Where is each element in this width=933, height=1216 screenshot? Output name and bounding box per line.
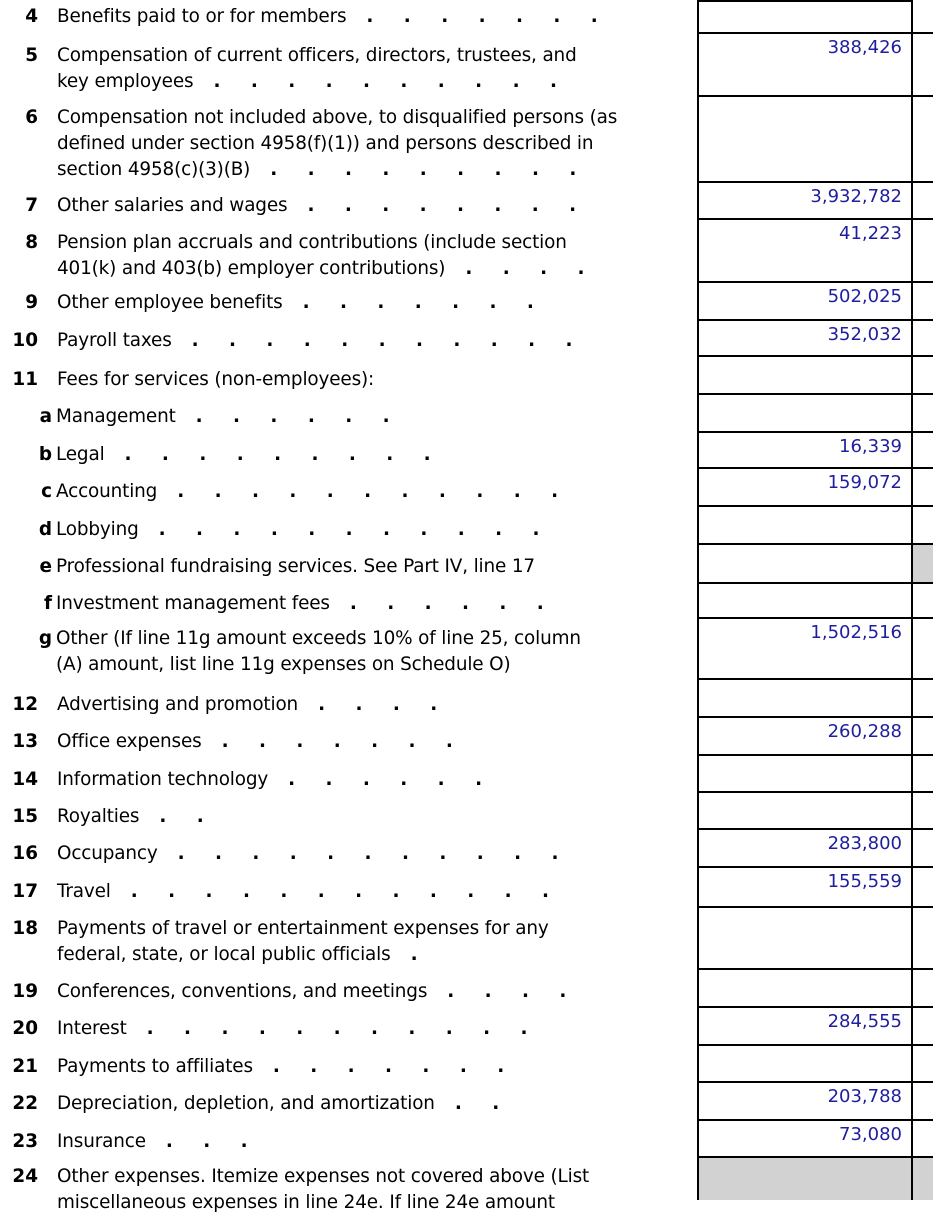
line-17-text: Travel . . . . . . . . . . . .: [57, 879, 697, 905]
line-24-text: Other expenses. Itemize expenses not covered above (List: [57, 1166, 590, 1187]
line-22-label-area: [0, 1083, 697, 1121]
line-11e-label-area: [0, 545, 697, 584]
form-row-4: [0, 0, 933, 34]
line-8-text: Pension plan accruals and contributions (include section: [57, 232, 567, 253]
line-11c-description: [52, 479, 697, 505]
line-5-number: 5: [25, 45, 38, 66]
line-11f-number: f: [43, 593, 52, 614]
line-20-next-column-cell: [911, 1008, 933, 1046]
line-24-text: miscellaneous expenses in line 24e. If line 24e amount: [57, 1192, 555, 1213]
form-row-24: [0, 1158, 933, 1213]
line-18-text: federal, state, or local public officials .: [57, 942, 697, 968]
line-4-description: [38, 4, 697, 30]
line-12-description: [38, 692, 697, 718]
dot-leader: . . . . . . . . .: [270, 159, 577, 180]
line-11e-amount-cell: [697, 545, 911, 584]
line-11d-text: Lobbying . . . . . . . . . . .: [56, 517, 697, 543]
line-11f-amount-cell: [697, 584, 911, 619]
line-11d-amount-cell: [697, 507, 911, 545]
line-6-text: defined under section 4958(f)(1)) and persons described in: [57, 133, 594, 154]
dot-leader: . . . . . . . . . . .: [158, 519, 540, 540]
line-7-next-column-cell: [911, 183, 933, 220]
line-15-label-area: [0, 793, 697, 830]
line-22-number: 22: [12, 1093, 38, 1114]
line-11e-description: [52, 554, 697, 580]
line-9-description: [38, 290, 697, 316]
dot-leader: . . . . . . . . .: [124, 444, 431, 465]
line-21-description: [38, 1054, 697, 1080]
line-22-amount-cell: 203,788: [697, 1083, 911, 1121]
line-11a-next-column-cell: [911, 395, 933, 433]
line-11e-next-column-cell: [911, 545, 933, 584]
line-6-amount-cell: [697, 97, 911, 183]
line-21-label-area: [0, 1046, 697, 1083]
dot-leader: . . . . . . . . . . .: [146, 1018, 528, 1039]
line-20-description: [38, 1016, 697, 1042]
form-row-21: [0, 1046, 933, 1083]
line-11b-label-area: [0, 433, 697, 469]
form-row-14: [0, 756, 933, 793]
line-11c-next-column-cell: [911, 469, 933, 507]
form-row-12: [0, 680, 933, 718]
form-row-17: [0, 868, 933, 908]
line-7-amount-cell: 3,932,782: [697, 183, 911, 220]
dot-leader: . . . . . . . . . . . .: [130, 881, 550, 902]
line-9-next-column-cell: [911, 283, 933, 321]
line-5-text: key employees . . . . . . . . . .: [57, 69, 697, 95]
line-17-number: 17: [12, 881, 38, 902]
line-21-text: Payments to affiliates . . . . . . .: [57, 1054, 697, 1080]
line-11b-text: Legal . . . . . . . . .: [56, 442, 697, 468]
line-20-number: 20: [12, 1018, 38, 1039]
line-11c-amount-cell: 159,072: [697, 469, 911, 507]
form-row-16: [0, 830, 933, 868]
line-14-description: [38, 767, 697, 793]
line-8-number: 8: [25, 232, 38, 253]
line-11a-label-area: [0, 395, 697, 433]
line-7-number: 7: [25, 195, 38, 216]
line-17-amount-cell: 155,559: [697, 868, 911, 908]
dot-leader: . .: [159, 806, 204, 827]
line-19-number: 19: [12, 981, 38, 1002]
line-21-amount-cell: [697, 1046, 911, 1083]
line-16-text: Occupancy . . . . . . . . . . .: [57, 841, 697, 867]
line-11f-text: Investment management fees . . . . . .: [56, 591, 697, 617]
dot-leader: . . . . . . .: [302, 292, 534, 313]
line-8-label-area: [0, 220, 697, 283]
line-21-next-column-cell: [911, 1046, 933, 1083]
form-row-22: [0, 1083, 933, 1121]
line-18-amount-cell: [697, 908, 911, 970]
line-10-description: [38, 328, 697, 354]
line-14-number: 14: [12, 769, 38, 790]
line-14-next-column-cell: [911, 756, 933, 793]
line-18-next-column-cell: [911, 908, 933, 970]
line-23-amount-cell: 73,080: [697, 1121, 911, 1158]
line-5-text: Compensation of current officers, directors, trustees, and: [57, 45, 577, 66]
dot-leader: . . .: [165, 1131, 248, 1152]
line-13-amount-cell: 260,288: [697, 718, 911, 756]
line-10-label-area: [0, 321, 697, 357]
line-6-label-area: [0, 97, 697, 183]
line-24-description: [38, 1164, 697, 1216]
line-11a-description: [52, 404, 697, 430]
line-7-description: [38, 193, 697, 219]
dot-leader: . . . .: [465, 258, 585, 279]
line-18-description: [38, 916, 697, 968]
line-11d-description: [52, 517, 697, 543]
line-11g-text: (A) amount, list line 11g expenses on Schedule O): [56, 654, 511, 675]
line-15-description: [38, 804, 697, 830]
line-11c-text: Accounting . . . . . . . . . . .: [56, 479, 697, 505]
dot-leader: . . . . . . .: [272, 1056, 505, 1077]
line-10-number: 10: [12, 330, 38, 351]
line-5-amount-cell: 388,426: [697, 34, 911, 97]
form-row-23: [0, 1121, 933, 1158]
line-19-next-column-cell: [911, 970, 933, 1008]
line-11a-amount-cell: [697, 395, 911, 433]
line-9-amount-cell: 502,025: [697, 283, 911, 321]
line-15-number: 15: [12, 806, 38, 827]
dot-leader: . . . . . .: [195, 406, 390, 427]
line-8-description: [38, 230, 697, 282]
line-4-amount-cell: [697, 0, 911, 34]
line-11g-amount-cell: 1,502,516: [697, 619, 911, 680]
line-23-text: Insurance . . .: [57, 1129, 697, 1155]
line-11b-description: [52, 442, 697, 468]
form-row-5: [0, 34, 933, 97]
form-row-9: [0, 283, 933, 321]
line-12-label-area: [0, 680, 697, 718]
line-11g-label-area: [0, 619, 697, 680]
line-10-amount-cell: 352,032: [697, 321, 911, 357]
line-20-label-area: [0, 1008, 697, 1046]
line-11b-next-column-cell: [911, 433, 933, 469]
line-13-text: Office expenses . . . . . . .: [57, 729, 697, 755]
line-12-next-column-cell: [911, 680, 933, 718]
line-24-label-area: [0, 1158, 697, 1213]
line-8-next-column-cell: [911, 220, 933, 283]
line-17-next-column-cell: [911, 868, 933, 908]
form-row-8: [0, 220, 933, 283]
dot-leader: . . . . . . . . . . .: [177, 481, 559, 502]
dot-leader: . . . . . . .: [221, 731, 453, 752]
line-18-label-area: [0, 908, 697, 970]
form-row-18: [0, 908, 933, 970]
line-5-label-area: [0, 34, 697, 97]
line-23-label-area: [0, 1121, 697, 1158]
line-14-text: Information technology . . . . . .: [57, 767, 697, 793]
line-11b-number: b: [38, 444, 52, 465]
line-11-description: [38, 367, 697, 393]
line-12-text: Advertising and promotion . . . .: [57, 692, 697, 718]
line-14-label-area: [0, 756, 697, 793]
line-16-number: 16: [12, 843, 38, 864]
line-12-number: 12: [12, 694, 38, 715]
dot-leader: . . . .: [447, 981, 567, 1002]
line-11a-number: a: [39, 406, 52, 427]
line-8-amount-cell: 41,223: [697, 220, 911, 283]
form-row-11d: [0, 507, 933, 545]
line-17-description: [38, 879, 697, 905]
form-row-19: [0, 970, 933, 1008]
line-13-number: 13: [12, 731, 38, 752]
line-11b-amount-cell: 16,339: [697, 433, 911, 469]
line-15-text: Royalties . .: [57, 804, 697, 830]
line-6-number: 6: [25, 107, 38, 128]
line-5-next-column-cell: [911, 34, 933, 97]
line-20-text: Interest . . . . . . . . . . .: [57, 1016, 697, 1042]
line-18-number: 18: [12, 918, 38, 939]
line-6-text: Compensation not included above, to disqualified persons (as: [57, 107, 618, 128]
line-11g-description: [52, 626, 697, 678]
line-11c-label-area: [0, 469, 697, 507]
dot-leader: . . . . . . . .: [307, 195, 577, 216]
line-4-text: Benefits paid to or for members . . . . . . .: [57, 4, 697, 30]
line-11-next-column-cell: [911, 357, 933, 395]
line-11c-number: c: [41, 481, 52, 502]
line-19-description: [38, 979, 697, 1005]
line-21-number: 21: [12, 1056, 38, 1077]
line-6-description: [38, 105, 697, 183]
line-13-label-area: [0, 718, 697, 756]
line-11-number: 11: [12, 369, 38, 390]
line-8-text: 401(k) and 403(b) employer contributions) . . . .: [57, 256, 697, 282]
dot-leader: . . . .: [318, 694, 438, 715]
line-7-text: Other salaries and wages . . . . . . . .: [57, 193, 697, 219]
form-row-11g: [0, 619, 933, 680]
line-11g-number: g: [38, 628, 52, 649]
dot-leader: .: [410, 944, 418, 965]
line-9-text: Other employee benefits . . . . . . .: [57, 290, 697, 316]
line-23-number: 23: [12, 1131, 38, 1152]
form-row-20: [0, 1008, 933, 1046]
dot-leader: . . . . . . . . . . .: [177, 843, 559, 864]
line-19-amount-cell: [697, 970, 911, 1008]
line-12-amount-cell: [697, 680, 911, 718]
line-19-text: Conferences, conventions, and meetings . . . .: [57, 979, 697, 1005]
line-24-next-column-cell: [911, 1158, 933, 1200]
line-13-next-column-cell: [911, 718, 933, 756]
line-11g-text: Other (If line 11g amount exceeds 10% of line 25, column: [56, 628, 581, 649]
line-11d-next-column-cell: [911, 507, 933, 545]
dot-leader: . . . . . . . . . .: [213, 71, 557, 92]
line-17-label-area: [0, 868, 697, 908]
line-5-description: [38, 43, 697, 95]
line-11g-next-column-cell: [911, 619, 933, 680]
line-7-label-area: [0, 183, 697, 220]
form-row-10: [0, 321, 933, 357]
line-11-text: Fees for services (non-employees):: [57, 369, 375, 390]
line-4-label-area: [0, 0, 697, 34]
line-20-amount-cell: 284,555: [697, 1008, 911, 1046]
line-13-description: [38, 729, 697, 755]
line-6-next-column-cell: [911, 97, 933, 183]
line-11f-next-column-cell: [911, 584, 933, 619]
line-19-label-area: [0, 970, 697, 1008]
line-15-amount-cell: [697, 793, 911, 830]
dot-leader: . . . . . .: [349, 593, 544, 614]
form-row-13: [0, 718, 933, 756]
form-row-7: [0, 183, 933, 220]
line-11-label-area: [0, 357, 697, 395]
line-11a-text: Management . . . . . .: [56, 404, 697, 430]
form-row-11: [0, 357, 933, 395]
line-16-amount-cell: 283,800: [697, 830, 911, 868]
line-4-number: 4: [25, 6, 38, 27]
line-11e-number: e: [39, 556, 52, 577]
line-11d-number: d: [38, 519, 52, 540]
line-16-next-column-cell: [911, 830, 933, 868]
line-11e-text: Professional fundraising services. See Part IV, line 17: [56, 556, 535, 577]
line-22-next-column-cell: [911, 1083, 933, 1121]
line-10-next-column-cell: [911, 321, 933, 357]
dot-leader: . . . . . . .: [366, 6, 598, 27]
line-24-number: 24: [12, 1166, 38, 1187]
line-23-next-column-cell: [911, 1121, 933, 1158]
line-11-amount-cell: [697, 357, 911, 395]
line-24-amount-cell: [697, 1158, 911, 1200]
form-row-11c: [0, 469, 933, 507]
line-9-label-area: [0, 283, 697, 321]
line-16-label-area: [0, 830, 697, 868]
line-11f-description: [52, 591, 697, 617]
form-row-15: [0, 793, 933, 830]
form-row-11f: [0, 584, 933, 619]
line-10-text: Payroll taxes . . . . . . . . . . .: [57, 328, 697, 354]
line-6-text: section 4958(c)(3)(B) . . . . . . . . .: [57, 157, 697, 183]
form-row-11e: [0, 545, 933, 584]
form-row-11b: [0, 433, 933, 469]
line-16-description: [38, 841, 697, 867]
dot-leader: . .: [454, 1093, 500, 1114]
line-11f-label-area: [0, 584, 697, 619]
line-15-next-column-cell: [911, 793, 933, 830]
line-14-amount-cell: [697, 756, 911, 793]
form-row-6: [0, 97, 933, 183]
dot-leader: . . . . . .: [288, 769, 483, 790]
line-23-description: [38, 1129, 697, 1155]
line-11d-label-area: [0, 507, 697, 545]
dot-leader: . . . . . . . . . . .: [191, 330, 573, 351]
line-22-description: [38, 1091, 697, 1117]
line-22-text: Depreciation, depletion, and amortization . .: [57, 1091, 697, 1117]
form-row-11a: [0, 395, 933, 433]
line-18-text: Payments of travel or entertainment expenses for any: [57, 918, 549, 939]
line-4-next-column-cell: [911, 0, 933, 34]
line-9-number: 9: [25, 292, 38, 313]
